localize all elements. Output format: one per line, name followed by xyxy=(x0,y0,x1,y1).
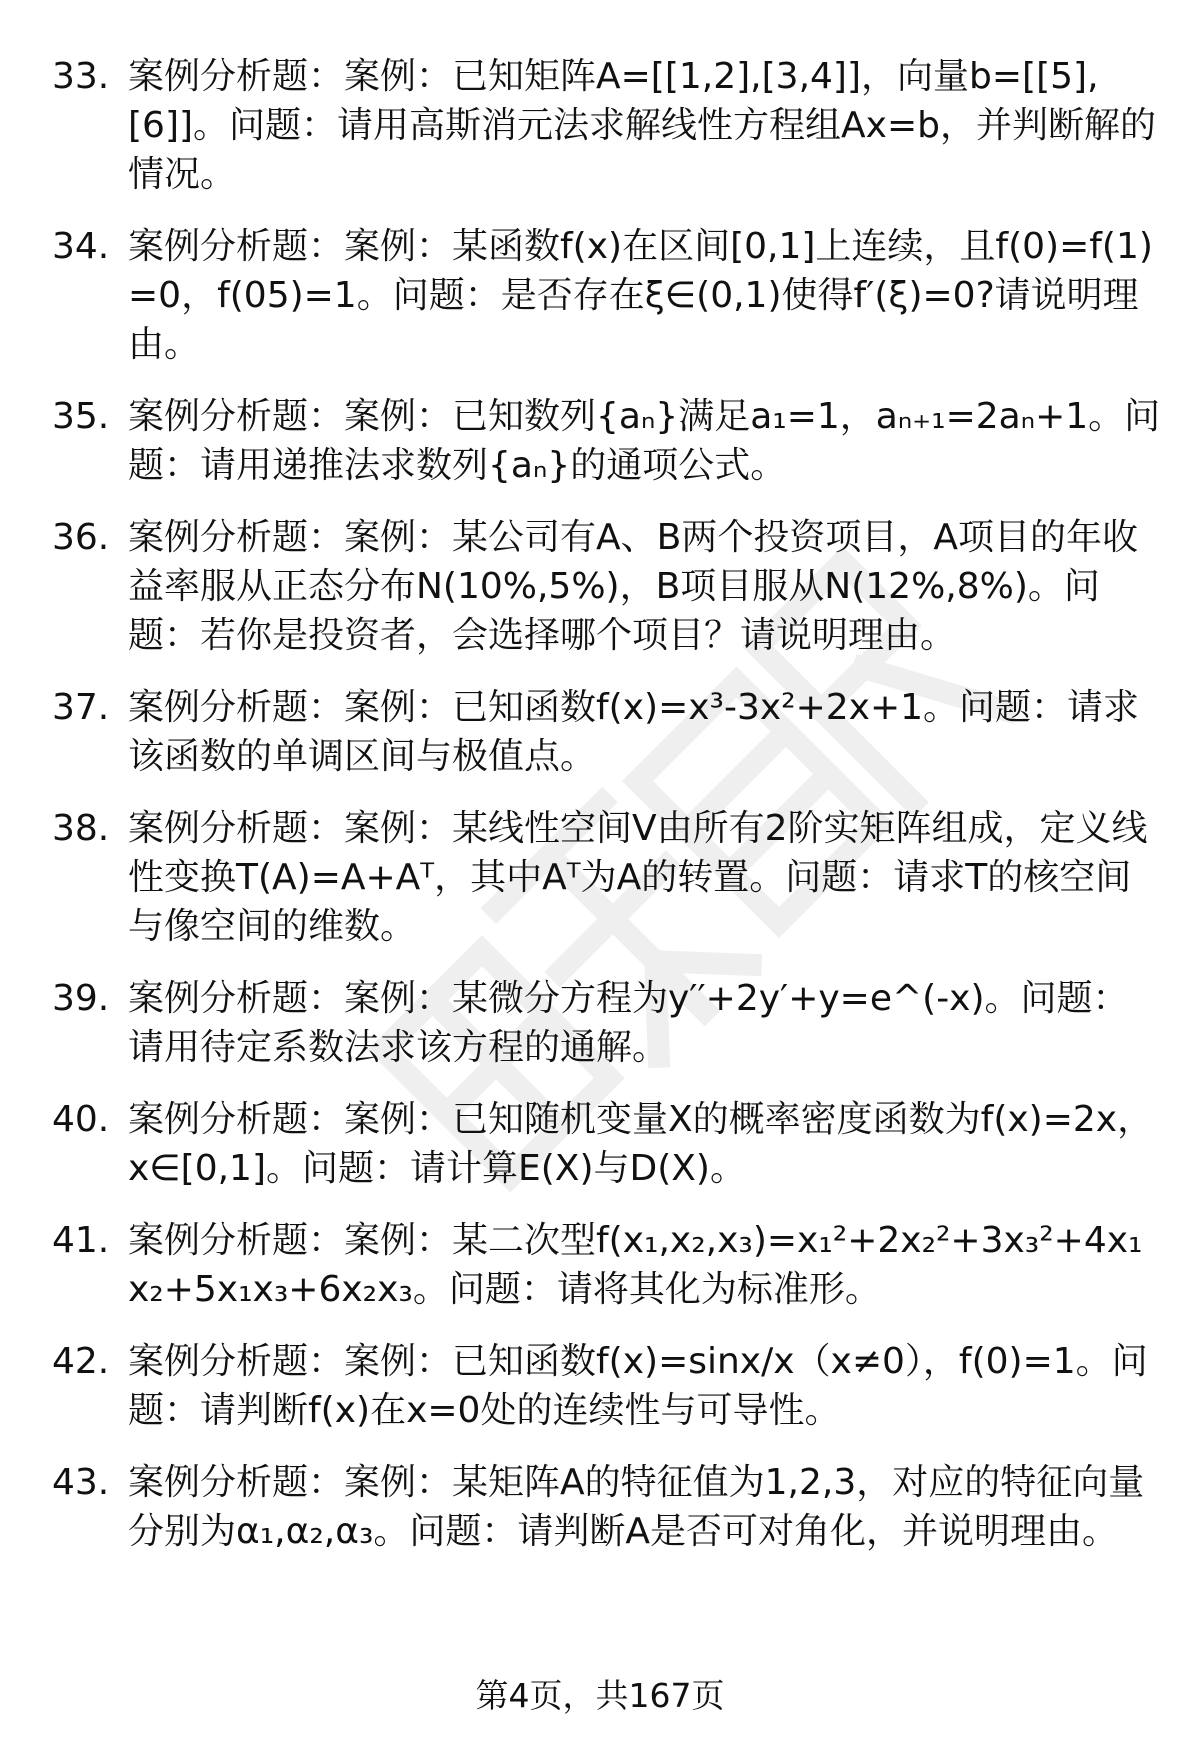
question-text: 案例分析题：案例：已知函数f(x)=x³-3x²+2x+1。问题：请求该函数的单调区间与极值点。 xyxy=(128,687,1140,777)
page-footer xyxy=(0,1674,1200,1718)
question-item xyxy=(0,392,1200,490)
question-item xyxy=(0,513,1200,660)
question-text: 案例分析题：案例：已知矩阵A=[[1,2],[3,4]]，向量b=[[5],[6]]。问题：请用高斯消元法求解线性方程组Ax=b，并判断解的情况。 xyxy=(128,56,1156,195)
question-number: 36. xyxy=(52,517,110,558)
page-number-label: 第4页，共167页 xyxy=(475,1676,725,1715)
question-number: 35. xyxy=(52,396,110,437)
question-item xyxy=(0,1458,1200,1556)
question-text: 案例分析题：案例：某公司有A、B两个投资项目，A项目的年收益率服从正态分布N(10%,5%)，B项目服从N(12%,8%)。问题：若你是投资者，会选择哪个项目？请说明理由。 xyxy=(128,517,1138,656)
question-number: 39. xyxy=(52,978,110,1019)
question-item xyxy=(0,974,1200,1072)
question-list xyxy=(0,52,1200,1579)
question-text: 案例分析题：案例：某微分方程为y′′+2y′+y=e^(-x)。问题：请用待定系数法求该方程的通解。 xyxy=(128,978,1129,1068)
question-text: 案例分析题：案例：已知数列{aₙ}满足a₁=1，aₙ₊₁=2aₙ+1。问题：请用递推法求数列{aₙ}的通项公式。 xyxy=(128,396,1161,486)
question-number: 42. xyxy=(52,1341,110,1382)
question-number: 40. xyxy=(52,1099,110,1140)
question-item xyxy=(0,683,1200,781)
question-number: 34. xyxy=(52,226,110,267)
question-number: 37. xyxy=(52,687,110,728)
question-item xyxy=(0,1095,1200,1193)
question-item xyxy=(0,804,1200,951)
question-number: 38. xyxy=(52,808,110,849)
question-item xyxy=(0,1216,1200,1314)
question-item xyxy=(0,1337,1200,1435)
question-item xyxy=(0,222,1200,369)
question-text: 案例分析题：案例：已知函数f(x)=sinx/x（x≠0），f(0)=1。问题：请判断f(x)在x=0处的连续性与可导性。 xyxy=(128,1341,1148,1431)
question-text: 案例分析题：案例：已知随机变量X的概率密度函数为f(x)=2x，x∈[0,1]。问题：请计算E(X)与D(X)。 xyxy=(128,1099,1154,1189)
question-text: 案例分析题：案例：某线性空间V由所有2阶实矩阵组成，定义线性变换T(A)=A+Aᵀ，其中Aᵀ为A的转置。问题：请求T的核空间与像空间的维数。 xyxy=(128,808,1148,947)
question-item xyxy=(0,52,1200,199)
question-text: 案例分析题：案例：某二次型f(x₁,x₂,x₃)=x₁²+2x₂²+3x₃²+4x₁x₂+5x₁x₃+6x₂x₃。问题：请将其化为标准形。 xyxy=(128,1220,1143,1310)
question-text: 案例分析题：案例：某矩阵A的特征值为1,2,3，对应的特征向量分别为α₁,α₂,α₃。问题：请判断A是否可对角化，并说明理由。 xyxy=(128,1462,1145,1552)
question-number: 33. xyxy=(52,56,110,97)
question-number: 41. xyxy=(52,1220,110,1261)
question-text: 案例分析题：案例：某函数f(x)在区间[0,1]上连续，且f(0)=f(1)=0，f(05)=1。问题：是否存在ξ∈(0,1)使得f′(ξ)=0?请说明理由。 xyxy=(128,226,1153,365)
question-number: 43. xyxy=(52,1462,110,1503)
